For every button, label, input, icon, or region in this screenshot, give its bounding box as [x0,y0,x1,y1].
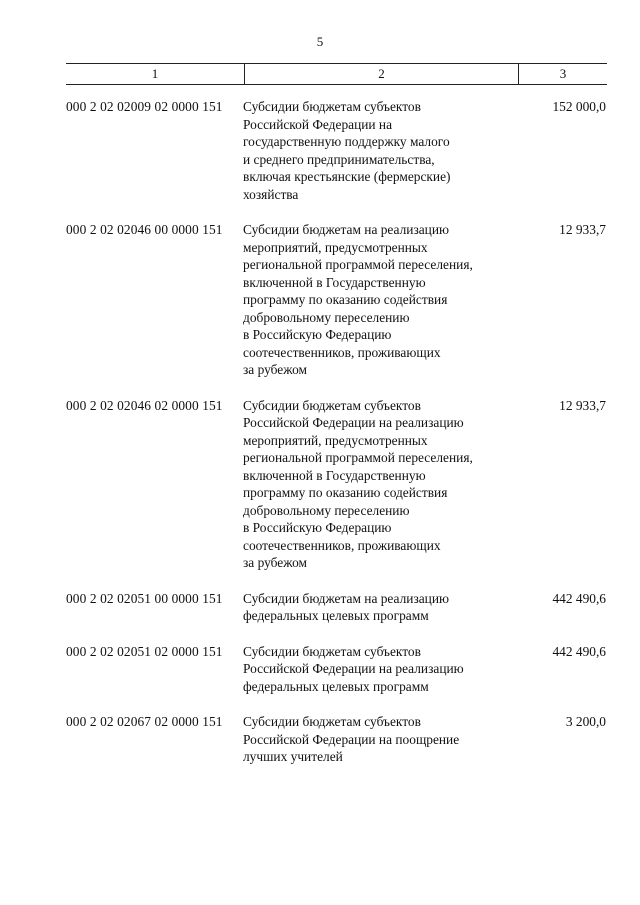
table-row [66,221,607,379]
budget-code: 000 2 02 02009 02 0000 151 [66,99,223,114]
page-number: 5 [316,34,324,49]
column-header-1: 1 [66,64,245,84]
table-row [66,98,607,203]
budget-table-body [66,98,607,784]
row-amount: 442 490,6 [552,590,606,606]
row-description: Субсидии бюджетам субъектов Российской Федерации на реализацию федеральных целевых программ [243,643,464,694]
row-amount: 152 000,0 [552,99,606,114]
row-description: Субсидии бюджетам на реализацию федеральных целевых программ [243,590,450,623]
table-row [66,643,607,696]
column-header-3: 3 [559,66,567,81]
row-description: Субсидии бюджетам субъектов Российской Федерации на поощрение лучших учителей [243,714,460,764]
row-amount: 12 933,7 [559,222,606,237]
column-header-2: 2 [245,64,519,84]
table-row [66,713,607,766]
budget-code: 000 2 02 02051 00 0000 151 [66,590,223,606]
table-row [66,397,607,572]
row-amount: 12 933,7 [559,397,606,413]
table-header [66,63,607,85]
row-amount: 3 200,0 [565,714,606,729]
row-amount: 442 490,6 [552,643,606,659]
budget-code: 000 2 02 02046 00 0000 151 [66,222,223,237]
row-description: Субсидии бюджетам субъектов Российской Федерации на реализацию мероприятий, предусмотренных региональной программой переселения, включенной в Государственную программу по оказанию содействия добровольному переселению в Российскую Федерацию соотечественников, проживающих за рубежом [243,397,473,570]
row-description: Субсидии бюджетам на реализацию мероприятий, предусмотренных региональной программой переселения, включенной в Государственную программу по оказанию содействия добровольному переселению в Российскую Федерацию соотечественников, проживающих за рубежом [243,222,473,377]
row-description: Субсидии бюджетам субъектов Российской Федерации на государственную поддержку малого и среднего предпринимательства, включая крестьянские (фермерские) хозяйства [243,99,451,202]
table-row [66,590,607,625]
budget-code: 000 2 02 02067 02 0000 151 [66,714,223,729]
budget-code: 000 2 02 02046 02 0000 151 [66,397,223,413]
budget-code: 000 2 02 02051 02 0000 151 [66,643,223,659]
